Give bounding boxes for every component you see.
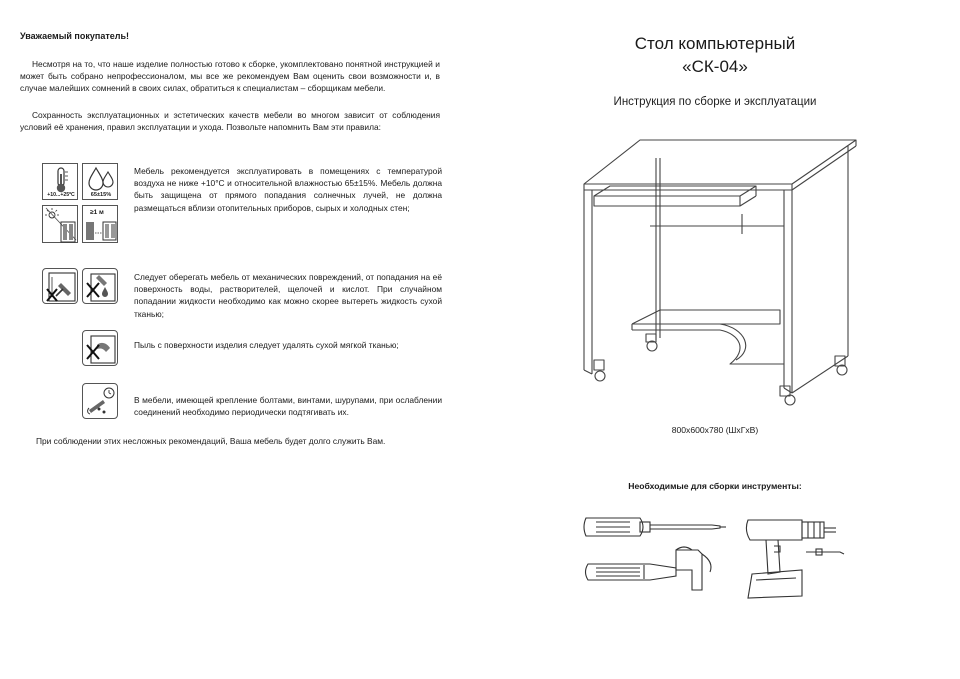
thermometer-icon: [42, 163, 78, 200]
humidity-icon: [82, 163, 118, 200]
dimensions: 800х600х780 (ШхГхВ): [671, 425, 759, 435]
product-model: «СК-04»: [682, 57, 748, 76]
desk-illustration: [580, 138, 860, 418]
screwdriver-icon: [580, 510, 730, 544]
tools-heading: Необходимые для сборки инструменты:: [628, 481, 802, 491]
closing-note: При соблюдении этих несложных рекомендаций, Ваша мебель будет долго служить Вам.: [36, 436, 386, 446]
greeting: Уважаемый покупатель!: [20, 31, 129, 41]
sun-window-icon: [42, 205, 78, 243]
rule-climate: Мебель рекомендуется эксплуатировать в помещениях с температурой воздуха не ниже +10°С и относительной влажностью 65±15%. Мебель должна быть защищена от прямого попадания солнечных лучей, не должна размещаться вблизи отопительных приборов, сырых и холодных стен;: [134, 166, 442, 213]
radiator-distance-icon: [82, 205, 118, 243]
rule-protection: Следует оберегать мебель от механических повреждений, от попадания на её поверхность воды, растворителей, щелочей и кислот. При случайном попадании жидкости необходимо как можно скорее вытереть жидкость сухой тканью;: [134, 272, 442, 319]
document-subtitle: Инструкция по сборке и эксплуатации: [613, 96, 817, 108]
tighten-screws-icon: [82, 383, 118, 419]
distance-label: ≥1 м: [90, 209, 104, 216]
intro-paragraph-2: Сохранность эксплуатационных и эстетических качеств мебели во многом зависит от соблюдения условий её хранения, правил эксплуатации и ухода. Позвольте напомнить Вам эти правила:: [20, 110, 440, 133]
no-wet-cleaning-icon: [82, 330, 118, 366]
rule-fasteners: В мебели, имеющей крепление болтами, винтами, шурупами, при ослаблении соединений необходимо периодически подтягивать их.: [134, 395, 442, 418]
intro-paragraph-1: Несмотря на то, что наше изделие полностью готово к сборке, укомплектовано понятной инструкцией и может быть собрано непрофессионалом, мы все же рекомендуем Вам оценить свои возможности и, в случае малейших сомнений в своих силах, обратиться к специалистам – сборщикам мебели.: [20, 59, 440, 94]
humidity-label: 65±15%: [90, 192, 112, 198]
drill-icon: [740, 510, 850, 602]
hammer-icon: [580, 546, 720, 596]
product-title: Стол компьютерный: [634, 34, 796, 53]
no-liquids-icon: [82, 268, 118, 304]
no-impact-icon: [42, 268, 78, 304]
temperature-label: +10...+25ºC: [47, 192, 75, 198]
rule-dust: Пыль с поверхности изделия следует удалять сухой мягкой тканью;: [134, 340, 399, 350]
